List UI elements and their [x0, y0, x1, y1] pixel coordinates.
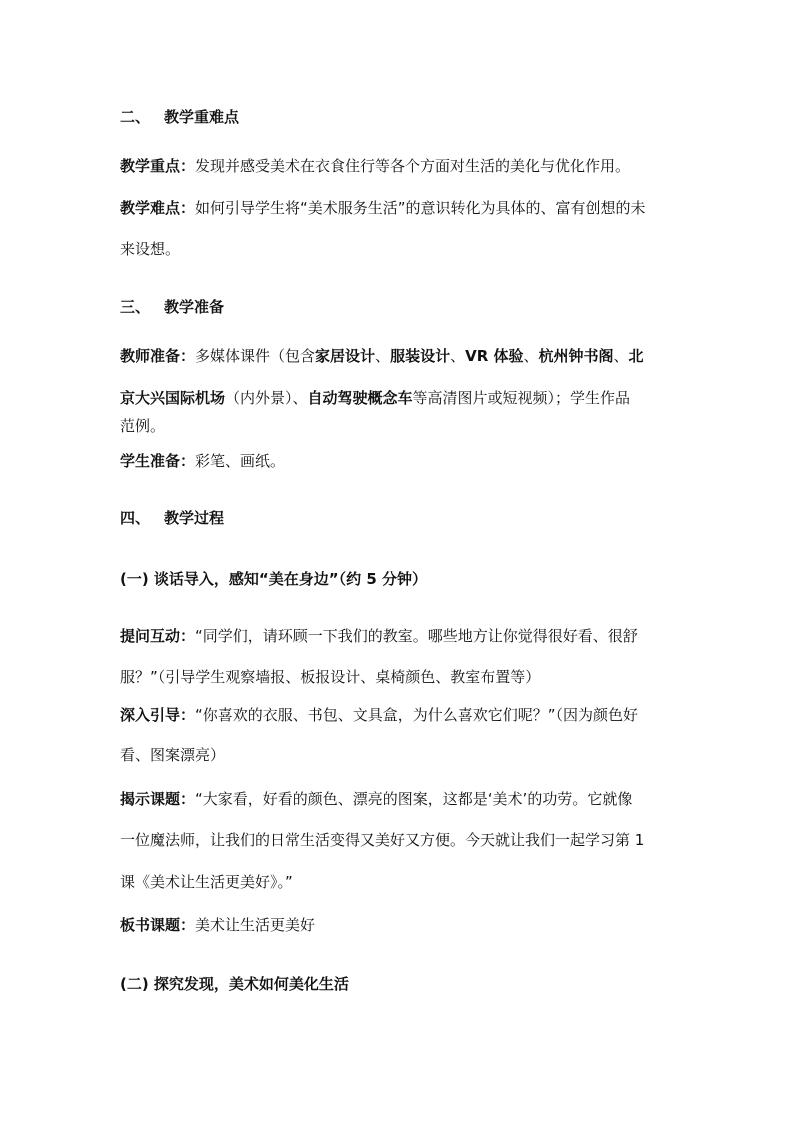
- student-prep-text: 彩笔、画纸。: [195, 452, 286, 470]
- subsection-title: (一) 谈话导入，感知“美在身边”（约 5 分钟）: [120, 570, 428, 588]
- teacher-prep-text: 等高清图片或短视频）；学生作品: [412, 389, 631, 407]
- highlight-airport-start: 北: [628, 347, 644, 365]
- paragraph-difficult-point: [120, 198, 680, 218]
- key-point-text: 发现并感受美术在衣食住行等各个方面对生活的美化与优化作用。: [195, 157, 631, 175]
- reveal-topic-label: 揭示课题：: [120, 790, 196, 808]
- board-title-text: 美术让生活更美好: [195, 916, 316, 934]
- deep-guide-text: “你喜欢的衣服、书包、文具盒，为什么喜欢它们呢？”（因为颜色好: [195, 706, 639, 724]
- question-text-cont: 服？”（引导学生观察墙报、板报设计、桌椅颜色、教室布置等）: [120, 668, 541, 686]
- question-label: 提问互动：: [120, 627, 196, 645]
- section-heading-4: [120, 508, 680, 528]
- section-number: 三、: [120, 298, 151, 316]
- highlight-home-design: 家居设计: [315, 347, 376, 365]
- subsection-heading-1: [120, 569, 680, 589]
- separator: 、: [450, 347, 466, 365]
- section-number: 二、: [120, 108, 151, 126]
- paragraph-teacher-prep-end: [120, 416, 680, 436]
- key-point-label: 教学重点：: [120, 157, 196, 175]
- highlight-bookstore: 杭州钟书阁: [538, 347, 614, 365]
- deep-guide-label: 深入引导：: [120, 706, 196, 724]
- difficult-point-text: 如何引导学生将“美术服务生活”的意识转化为具体的、富有创想的未: [195, 199, 646, 217]
- teacher-prep-text: 范例。: [120, 417, 166, 435]
- reveal-topic-text-end: 课《美术让生活更美好》。”: [120, 873, 293, 891]
- difficult-point-text-cont: 来设想。: [120, 240, 181, 258]
- subsection-title: (二) 探究发现，美术如何美化生活: [120, 975, 349, 993]
- section-title: 教学准备: [164, 298, 225, 316]
- paragraph-teacher-prep: [120, 346, 680, 366]
- section-number: 四、: [120, 509, 151, 527]
- teacher-prep-text: 多媒体课件（包含: [195, 347, 316, 365]
- paragraph-key-point: [120, 156, 680, 176]
- paragraph-question-cont: [120, 667, 680, 687]
- board-title-label: 板书课题：: [120, 916, 196, 934]
- section-heading-2: [120, 107, 680, 127]
- separator: 、: [523, 347, 539, 365]
- paragraph-teacher-prep-cont: [120, 388, 680, 408]
- paragraph-difficult-point-cont: [120, 239, 680, 259]
- highlight-fashion-design: 服装设计: [390, 347, 451, 365]
- paragraph-reveal-topic-end: [120, 872, 680, 892]
- difficult-point-label: 教学难点：: [120, 199, 196, 217]
- deep-guide-text-cont: 看、图案漂亮）: [120, 746, 226, 764]
- student-prep-label: 学生准备：: [120, 452, 196, 470]
- reveal-topic-text-cont: 一位魔法师，让我们的日常生活变得又美好又方便。今天就让我们一起学习第 1: [120, 831, 645, 849]
- paragraph-deep-guide: [120, 705, 680, 725]
- paragraph-reveal-topic: [120, 789, 680, 809]
- section-title: 教学过程: [164, 509, 225, 527]
- separator: 、: [375, 347, 391, 365]
- reveal-topic-text: “大家看，好看的颜色、漂亮的图案，这都是‘美术’的功劳。它就像: [195, 790, 633, 808]
- paragraph-reveal-topic-cont: [120, 830, 680, 850]
- paragraph-deep-guide-cont: [120, 745, 680, 765]
- teacher-prep-text: （内外景）、: [225, 389, 308, 407]
- paragraph-question: [120, 626, 680, 646]
- separator: 、: [613, 347, 629, 365]
- highlight-airport: 京大兴国际机场: [120, 389, 226, 407]
- question-text: “同学们，请环顾一下我们的教室。哪些地方让你觉得很好看、很舒: [195, 627, 638, 645]
- section-heading-3: [120, 297, 680, 317]
- paragraph-student-prep: [120, 451, 680, 471]
- subsection-heading-2: [120, 974, 680, 994]
- section-title: 教学重难点: [164, 108, 240, 126]
- paragraph-board-title: [120, 915, 680, 935]
- highlight-concept-car: 自动驾驶概念车: [307, 389, 413, 407]
- teacher-prep-label: 教师准备：: [120, 347, 196, 365]
- highlight-vr: VR 体验: [465, 347, 524, 365]
